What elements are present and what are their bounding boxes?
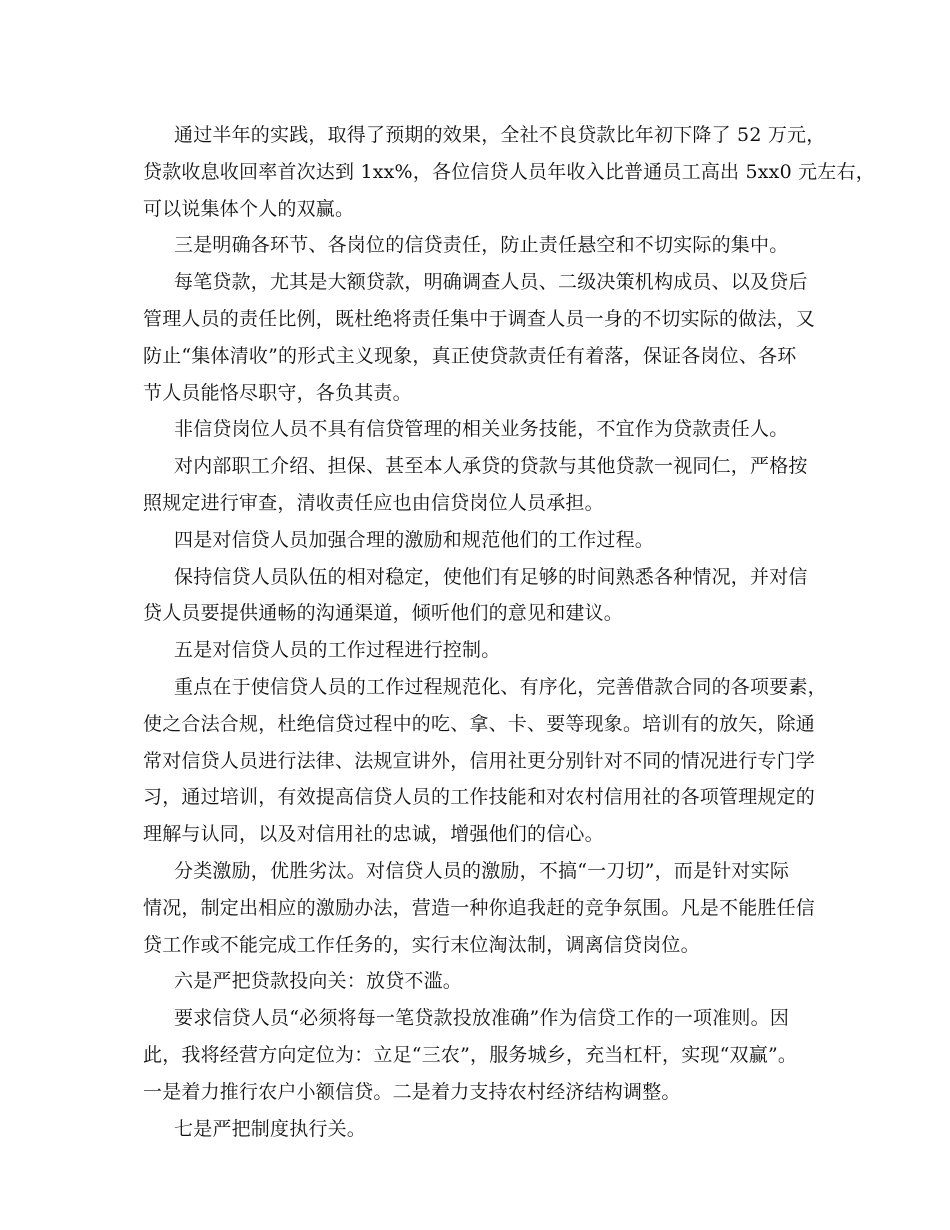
text-line: 一是着力推行农户小额信贷。二是着力支持农村经济结构调整。 [143,1080,681,1103]
text-line: 贷人员要提供通畅的沟通渠道，倾听他们的意见和建议。 [143,602,624,625]
document-body [143,117,875,1147]
text-line: 对内部职工介绍、担保、甚至本人承贷的贷款与其他贷款一视同仁，严格按 [174,455,808,478]
text-line: 通过半年的实践，取得了预期的效果，全社不良贷款比年初下降了 52 万元， [174,124,826,146]
text-line: 贷款收息收回率首次达到 1xx%，各位信贷人员年收入比普通员工高出 5xx0 元左右， [143,160,875,183]
text-line: 此，我将经营方向定位为：立足“三农”，服务城乡，充当杠杆，实现“双赢”。 [143,1043,798,1066]
text-line: 贷工作或不能完成工作任务的，实行末位淘汰制，调离信贷岗位。 [143,933,700,956]
text-line: 重点在于使信贷人员的工作过程规范化、有序化，完善借款合同的各项要素， [174,675,827,698]
text-line: 七是严把制度执行关。 [174,1117,367,1140]
text-line: 四是对信贷人员加强合理的激励和规范他们的工作过程。 [174,528,655,551]
text-line: 非信贷岗位人员不具有信贷管理的相关业务技能，不宜作为贷款责任人。 [174,418,789,441]
text-line: 可以说集体个人的双赢。 [143,197,355,220]
text-line: 理解与认同，以及对信用社的忠诚，增强他们的信心。 [143,823,604,846]
text-line: 要求信贷人员“必须将每一笔贷款投放准确”作为信贷工作的一项准则。因 [174,1007,790,1030]
text-line: 管理人员的责任比例，既杜绝将责任集中于调查人员一身的不切实际的做法，又 [143,307,816,330]
text-line: 使之合法合规，杜绝信贷过程中的吃、拿、卡、要等现象。培训有的放矢，除通 [143,712,816,735]
text-line: 六是严把贷款投向关：放贷不滥。 [174,970,463,993]
text-line: 分类激励，优胜劣汰。对信贷人员的激励，不搞“一刀切”，而是针对实际 [174,859,790,882]
text-line: 保持信贷人员队伍的相对稳定，使他们有足够的时间熟悉各种情况，并对信 [174,565,808,588]
text-line: 节人员能恪尽职守，各负其责。 [143,381,412,404]
text-line: 习，通过培训，有效提高信贷人员的工作技能和对农村信用社的各项管理规定的 [143,786,816,809]
text-line: 每笔贷款，尤其是大额贷款，明确调查人员、二级决策机构成员、以及贷后 [174,271,808,294]
text-line: 五是对信贷人员的工作过程进行控制。 [174,639,501,662]
text-line: 情况，制定出相应的激励办法，营造一种你追我赶的竞争氛围。凡是不能胜任信 [143,896,816,919]
text-line: 三是明确各环节、各岗位的信贷责任，防止责任悬空和不切实际的集中。 [174,234,789,257]
text-line: 常对信贷人员进行法律、法规宣讲外，信用社更分别针对不同的情况进行专门学 [143,749,816,772]
text-line: 照规定进行审查，清收责任应也由信贷岗位人员承担。 [143,491,604,514]
text-line: 防止“集体清收”的形式主义现象，真正使贷款责任有着落，保证各岗位、各环 [143,344,797,367]
